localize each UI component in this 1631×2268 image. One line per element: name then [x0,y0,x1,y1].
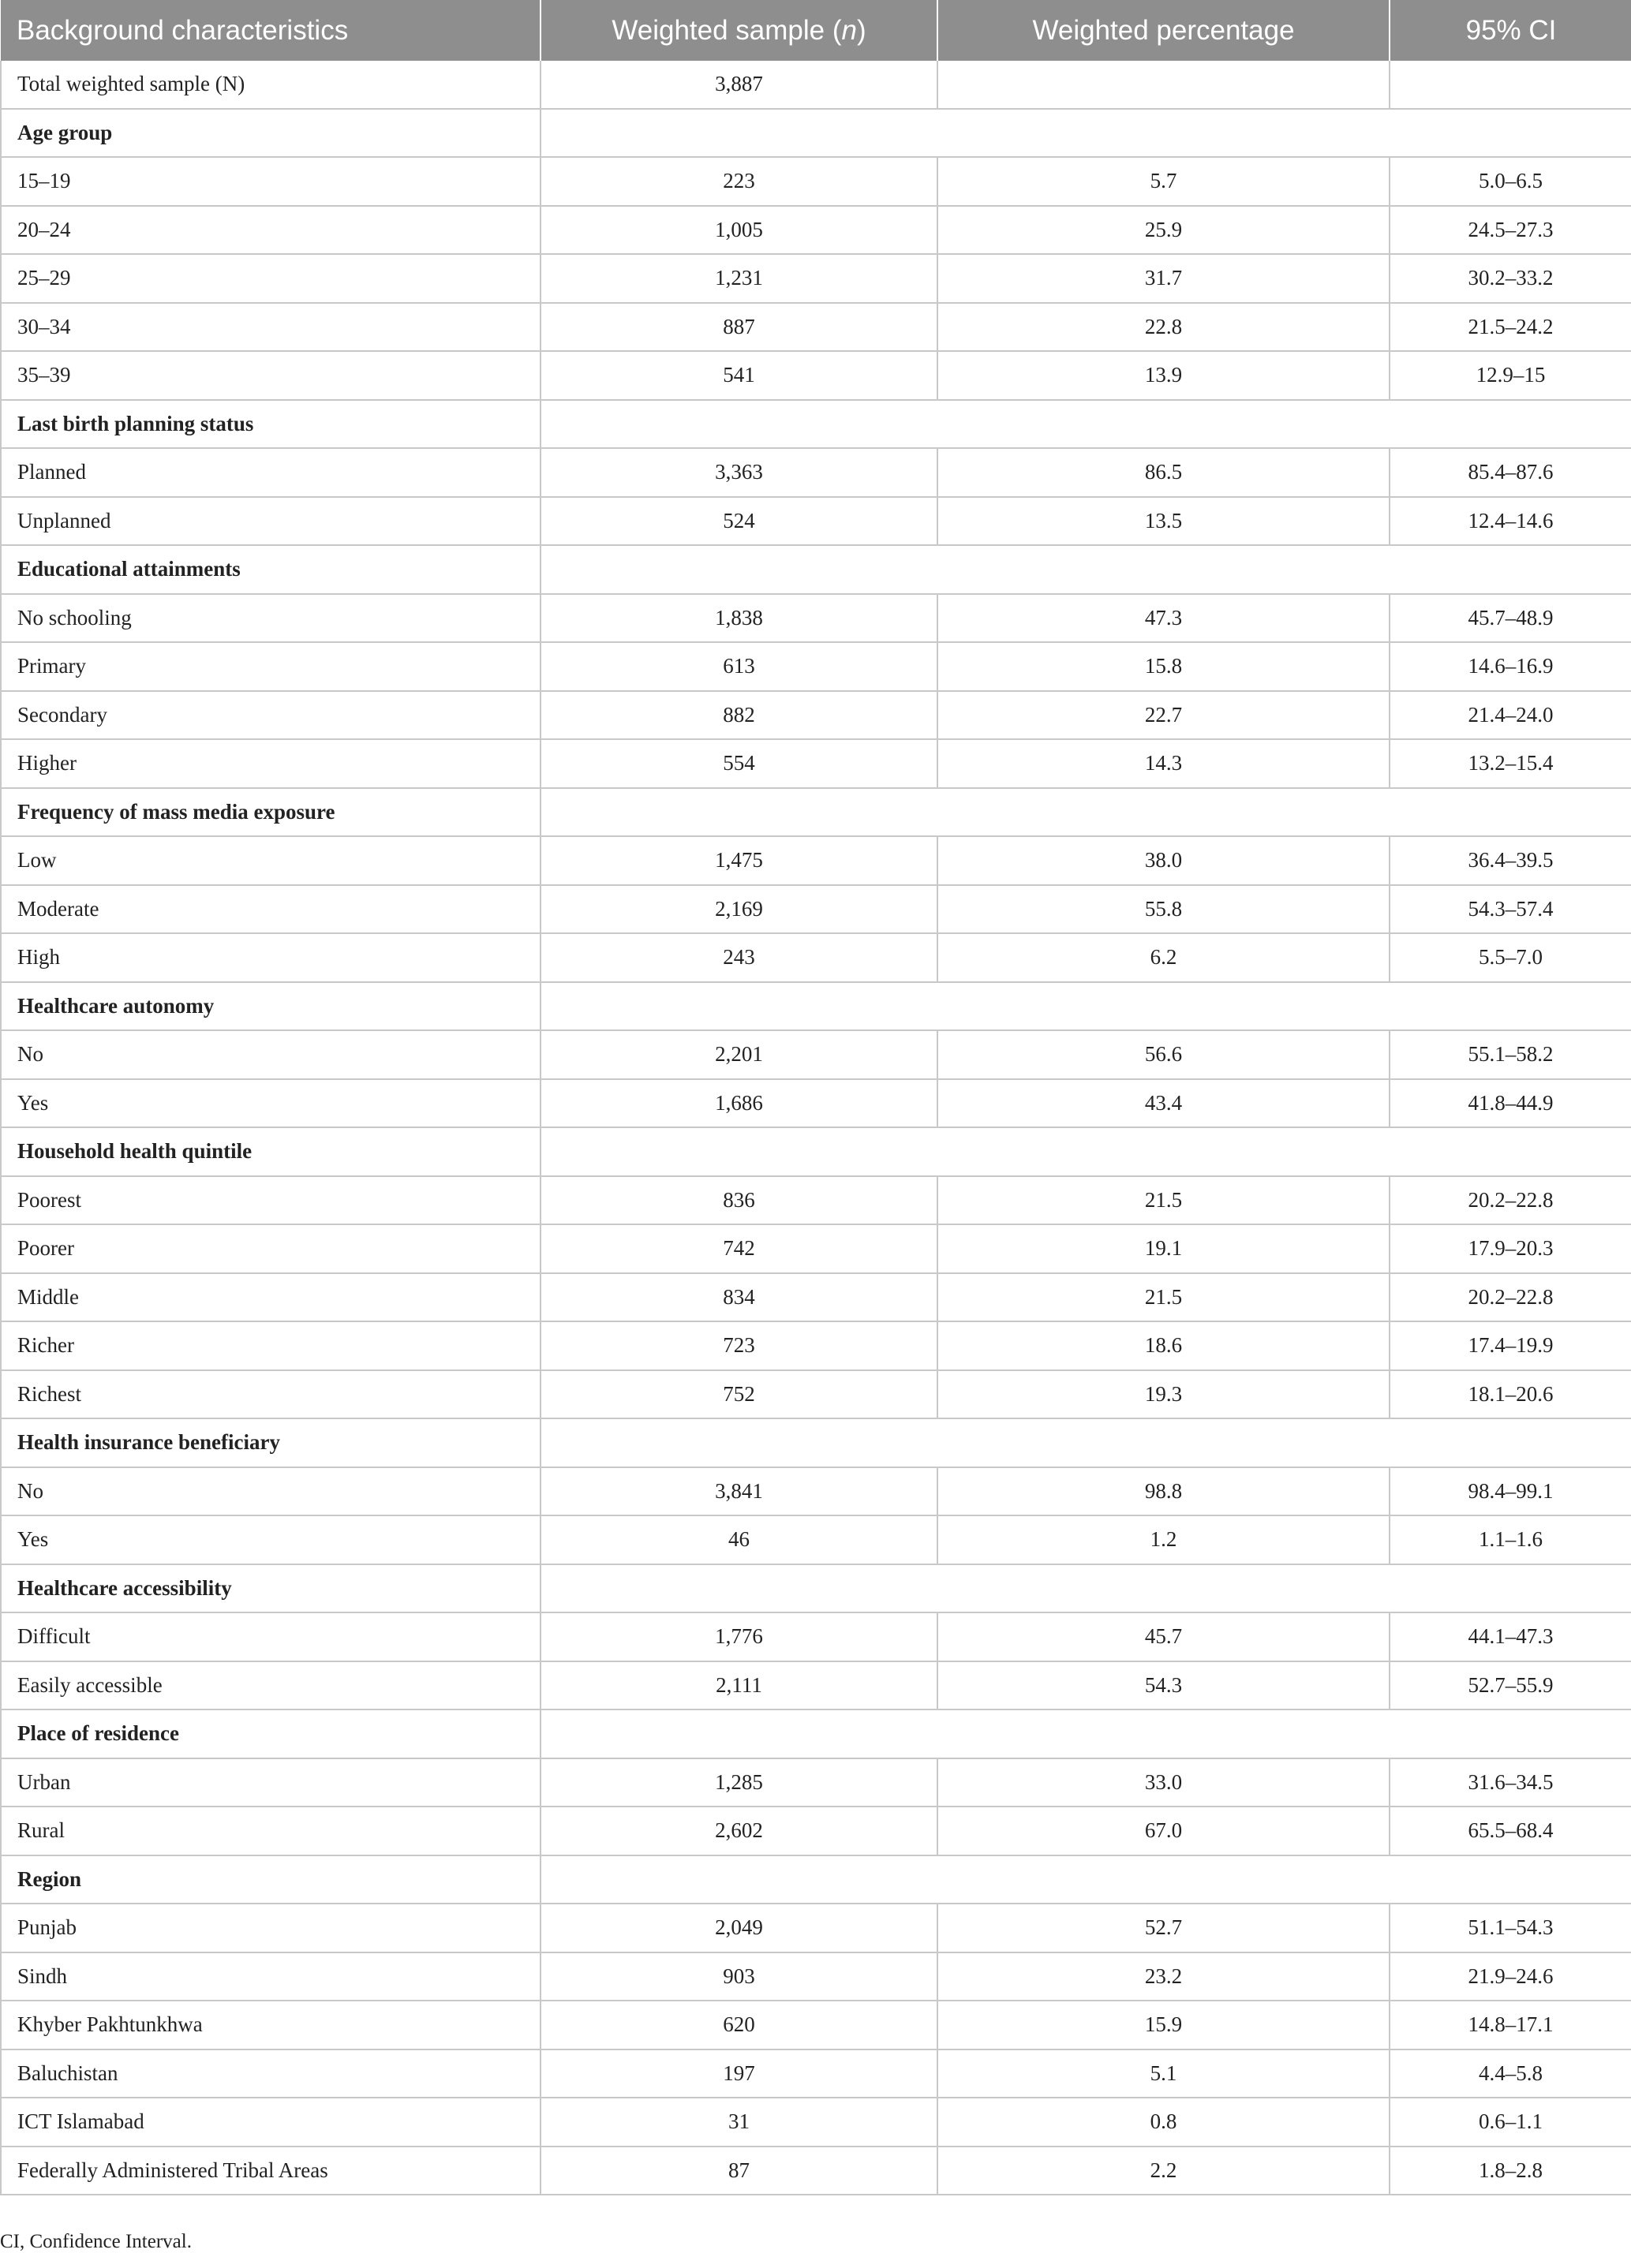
ci-cell: 13.2–15.4 [1390,739,1631,788]
ci-cell: 44.1–47.3 [1390,1612,1631,1661]
row-label-cell: No [1,1467,541,1516]
table-row [1,1467,1631,1516]
weighted-sample-cell: 1,285 [541,1758,937,1807]
row-label-cell: Sindh [1,1952,541,2001]
ci-cell: 21.5–24.2 [1390,303,1631,352]
table-row [1,1370,1631,1419]
header-weighted-sample [541,0,937,61]
ci-cell: 20.2–22.8 [1390,1273,1631,1322]
section-empty-cell [541,400,937,449]
ci-cell: 54.3–57.4 [1390,885,1631,934]
section-empty-cell [1390,1564,1631,1613]
table-footnote: CI, Confidence Interval. [0,2231,192,2252]
table-row [1,594,1631,643]
ci-cell: 5.5–7.0 [1390,933,1631,982]
weighted-percentage-cell: 56.6 [937,1030,1390,1079]
row-label-cell: Planned [1,448,541,497]
section-row [1,400,1631,449]
weighted-sample-cell: 836 [541,1176,937,1225]
table-row [1,303,1631,352]
table-row [1,2098,1631,2147]
section-empty-cell [541,1855,937,1904]
table-row [1,2147,1631,2195]
ci-cell: 52.7–55.9 [1390,1661,1631,1710]
section-label: Age group [1,109,541,158]
section-empty-cell [541,109,937,158]
ci-cell: 1.8–2.8 [1390,2147,1631,2195]
header-weighted-sample-close: ) [856,14,866,46]
row-label-cell: 20–24 [1,206,541,255]
section-empty-cell [1390,400,1631,449]
weighted-sample-cell: 223 [541,157,937,206]
section-empty-cell [937,788,1390,837]
section-empty-cell [1390,982,1631,1031]
ci-cell: 12.4–14.6 [1390,497,1631,546]
section-empty-cell [1390,109,1631,158]
weighted-sample-cell: 1,475 [541,836,937,885]
row-label-cell: Low [1,836,541,885]
table-row [1,61,1631,109]
row-label-cell: Total weighted sample (N) [1,61,541,109]
table-row [1,691,1631,740]
section-label: Last birth planning status [1,400,541,449]
table-row [1,448,1631,497]
row-label-cell: Middle [1,1273,541,1322]
weighted-percentage-cell: 45.7 [937,1612,1390,1661]
weighted-sample-cell: 1,005 [541,206,937,255]
ci-cell: 0.6–1.1 [1390,2098,1631,2147]
weighted-sample-cell: 197 [541,2049,937,2098]
table-row [1,739,1631,788]
section-empty-cell [1390,1127,1631,1176]
weighted-percentage-cell: 31.7 [937,254,1390,303]
table-row [1,1224,1631,1273]
ci-cell: 55.1–58.2 [1390,1030,1631,1079]
weighted-sample-cell: 2,111 [541,1661,937,1710]
row-label-cell: Easily accessible [1,1661,541,1710]
weighted-percentage-cell: 19.3 [937,1370,1390,1419]
section-empty-cell [541,1418,937,1467]
section-empty-cell [1390,545,1631,594]
section-empty-cell [937,400,1390,449]
row-label-cell: Yes [1,1079,541,1128]
ci-cell: 4.4–5.8 [1390,2049,1631,2098]
section-row [1,1709,1631,1758]
row-label-cell: Higher [1,739,541,788]
row-label-cell: Poorest [1,1176,541,1225]
row-label-cell: Difficult [1,1612,541,1661]
row-label-cell: Khyber Pakhtunkhwa [1,2001,541,2049]
weighted-percentage-cell: 38.0 [937,836,1390,885]
table-row [1,206,1631,255]
ci-cell: 1.1–1.6 [1390,1515,1631,1564]
header-weighted-percentage: Weighted percentage [937,0,1390,61]
ci-cell: 14.6–16.9 [1390,642,1631,691]
weighted-percentage-cell: 5.7 [937,157,1390,206]
header-background-characteristics: Background characteristics [1,0,541,61]
section-empty-cell [937,545,1390,594]
table-row [1,1758,1631,1807]
table-row [1,1515,1631,1564]
section-row [1,1564,1631,1613]
weighted-sample-cell: 2,169 [541,885,937,934]
weighted-sample-cell: 882 [541,691,937,740]
ci-cell [1390,61,1631,109]
weighted-sample-cell: 2,049 [541,1904,937,1952]
row-label-cell: Moderate [1,885,541,934]
weighted-sample-cell: 524 [541,497,937,546]
ci-cell: 85.4–87.6 [1390,448,1631,497]
ci-cell: 17.9–20.3 [1390,1224,1631,1273]
table-row [1,1273,1631,1322]
section-label: Household health quintile [1,1127,541,1176]
weighted-sample-cell: 742 [541,1224,937,1273]
section-row [1,1855,1631,1904]
weighted-sample-cell: 752 [541,1370,937,1419]
table-row [1,1321,1631,1370]
row-label-cell: Secondary [1,691,541,740]
table-row [1,1030,1631,1079]
ci-cell: 51.1–54.3 [1390,1904,1631,1952]
table-row [1,351,1631,400]
ci-cell: 14.8–17.1 [1390,2001,1631,2049]
section-row [1,982,1631,1031]
section-empty-cell [541,1709,937,1758]
table-row [1,1952,1631,2001]
weighted-sample-cell: 31 [541,2098,937,2147]
section-empty-cell [937,1855,1390,1904]
weighted-percentage-cell [937,61,1390,109]
weighted-percentage-cell: 15.9 [937,2001,1390,2049]
weighted-sample-cell: 1,776 [541,1612,937,1661]
weighted-percentage-cell: 43.4 [937,1079,1390,1128]
weighted-sample-cell: 3,841 [541,1467,937,1516]
row-label-cell: Richest [1,1370,541,1419]
section-empty-cell [541,1127,937,1176]
table-row [1,1176,1631,1225]
weighted-percentage-cell: 18.6 [937,1321,1390,1370]
weighted-sample-cell: 554 [541,739,937,788]
weighted-percentage-cell: 14.3 [937,739,1390,788]
header-95-ci: 95% CI [1390,0,1631,61]
weighted-sample-cell: 887 [541,303,937,352]
weighted-sample-cell: 1,686 [541,1079,937,1128]
row-label-cell: 35–39 [1,351,541,400]
section-empty-cell [937,1418,1390,1467]
weighted-sample-cell: 723 [541,1321,937,1370]
table-row [1,1079,1631,1128]
ci-cell: 17.4–19.9 [1390,1321,1631,1370]
section-row [1,1418,1631,1467]
section-row [1,109,1631,158]
weighted-percentage-cell: 21.5 [937,1176,1390,1225]
row-label-cell: Primary [1,642,541,691]
weighted-sample-cell: 46 [541,1515,937,1564]
row-label-cell: Urban [1,1758,541,1807]
section-empty-cell [1390,1855,1631,1904]
weighted-sample-cell: 620 [541,2001,937,2049]
weighted-percentage-cell: 98.8 [937,1467,1390,1516]
table-header-row [1,0,1631,61]
ci-cell: 41.8–44.9 [1390,1079,1631,1128]
ci-cell: 65.5–68.4 [1390,1807,1631,1855]
weighted-percentage-cell: 23.2 [937,1952,1390,2001]
weighted-percentage-cell: 55.8 [937,885,1390,934]
table-row [1,254,1631,303]
table-row [1,2001,1631,2049]
row-label-cell: 25–29 [1,254,541,303]
weighted-percentage-cell: 15.8 [937,642,1390,691]
ci-cell: 45.7–48.9 [1390,594,1631,643]
weighted-percentage-cell: 47.3 [937,594,1390,643]
weighted-percentage-cell: 52.7 [937,1904,1390,1952]
ci-cell: 21.9–24.6 [1390,1952,1631,2001]
ci-cell: 24.5–27.3 [1390,206,1631,255]
weighted-percentage-cell: 22.7 [937,691,1390,740]
ci-cell: 21.4–24.0 [1390,691,1631,740]
weighted-percentage-cell: 25.9 [937,206,1390,255]
weighted-sample-cell: 613 [541,642,937,691]
ci-cell: 36.4–39.5 [1390,836,1631,885]
row-label-cell: 15–19 [1,157,541,206]
weighted-sample-cell: 903 [541,1952,937,2001]
section-empty-cell [937,1127,1390,1176]
section-empty-cell [937,1709,1390,1758]
row-label-cell: Rural [1,1807,541,1855]
section-label: Health insurance beneficiary [1,1418,541,1467]
weighted-sample-cell: 2,602 [541,1807,937,1855]
ci-cell: 12.9–15 [1390,351,1631,400]
section-empty-cell [1390,1418,1631,1467]
table-body [1,61,1631,2195]
row-label-cell: No [1,1030,541,1079]
row-label-cell: Federally Administered Tribal Areas [1,2147,541,2195]
weighted-sample-cell: 541 [541,351,937,400]
row-label-cell: High [1,933,541,982]
section-label: Frequency of mass media exposure [1,788,541,837]
weighted-percentage-cell: 1.2 [937,1515,1390,1564]
row-label-cell: No schooling [1,594,541,643]
section-empty-cell [1390,788,1631,837]
row-label-cell: ICT Islamabad [1,2098,541,2147]
weighted-sample-cell: 87 [541,2147,937,2195]
ci-cell: 5.0–6.5 [1390,157,1631,206]
row-label-cell: Baluchistan [1,2049,541,2098]
ci-cell: 31.6–34.5 [1390,1758,1631,1807]
row-label-cell: 30–34 [1,303,541,352]
weighted-sample-cell: 2,201 [541,1030,937,1079]
weighted-percentage-cell: 86.5 [937,448,1390,497]
ci-cell: 98.4–99.1 [1390,1467,1631,1516]
weighted-percentage-cell: 13.5 [937,497,1390,546]
section-label: Region [1,1855,541,1904]
table-row [1,2049,1631,2098]
row-label-cell: Punjab [1,1904,541,1952]
table-row [1,642,1631,691]
weighted-sample-cell: 243 [541,933,937,982]
ci-cell: 18.1–20.6 [1390,1370,1631,1419]
row-label-cell: Yes [1,1515,541,1564]
section-empty-cell [1390,1709,1631,1758]
table-row [1,836,1631,885]
section-empty-cell [937,109,1390,158]
section-row [1,545,1631,594]
weighted-sample-cell: 3,363 [541,448,937,497]
table-row [1,885,1631,934]
header-weighted-sample-text: Weighted sample ( [612,14,842,46]
section-label: Educational attainments [1,545,541,594]
weighted-sample-cell: 834 [541,1273,937,1322]
section-empty-cell [937,982,1390,1031]
section-label: Healthcare accessibility [1,1564,541,1613]
section-label: Place of residence [1,1709,541,1758]
ci-cell: 30.2–33.2 [1390,254,1631,303]
section-row [1,1127,1631,1176]
table-row [1,1904,1631,1952]
section-empty-cell [541,788,937,837]
weighted-percentage-cell: 19.1 [937,1224,1390,1273]
weighted-percentage-cell: 21.5 [937,1273,1390,1322]
section-empty-cell [541,545,937,594]
section-label: Healthcare autonomy [1,982,541,1031]
table-row [1,1612,1631,1661]
weighted-sample-cell: 3,887 [541,61,937,109]
weighted-percentage-cell: 33.0 [937,1758,1390,1807]
table-row [1,1661,1631,1710]
weighted-percentage-cell: 67.0 [937,1807,1390,1855]
header-weighted-sample-n: n [841,14,857,46]
section-row [1,788,1631,837]
weighted-percentage-cell: 0.8 [937,2098,1390,2147]
section-empty-cell [541,1564,937,1613]
table-row [1,497,1631,546]
weighted-percentage-cell: 54.3 [937,1661,1390,1710]
table-row [1,1807,1631,1855]
weighted-percentage-cell: 22.8 [937,303,1390,352]
row-label-cell: Richer [1,1321,541,1370]
weighted-percentage-cell: 2.2 [937,2147,1390,2195]
ci-cell: 20.2–22.8 [1390,1176,1631,1225]
table-row [1,157,1631,206]
row-label-cell: Poorer [1,1224,541,1273]
weighted-sample-cell: 1,231 [541,254,937,303]
table-row [1,933,1631,982]
weighted-percentage-cell: 13.9 [937,351,1390,400]
section-empty-cell [937,1564,1390,1613]
section-empty-cell [541,982,937,1031]
weighted-percentage-cell: 5.1 [937,2049,1390,2098]
weighted-sample-cell: 1,838 [541,594,937,643]
weighted-percentage-cell: 6.2 [937,933,1390,982]
row-label-cell: Unplanned [1,497,541,546]
